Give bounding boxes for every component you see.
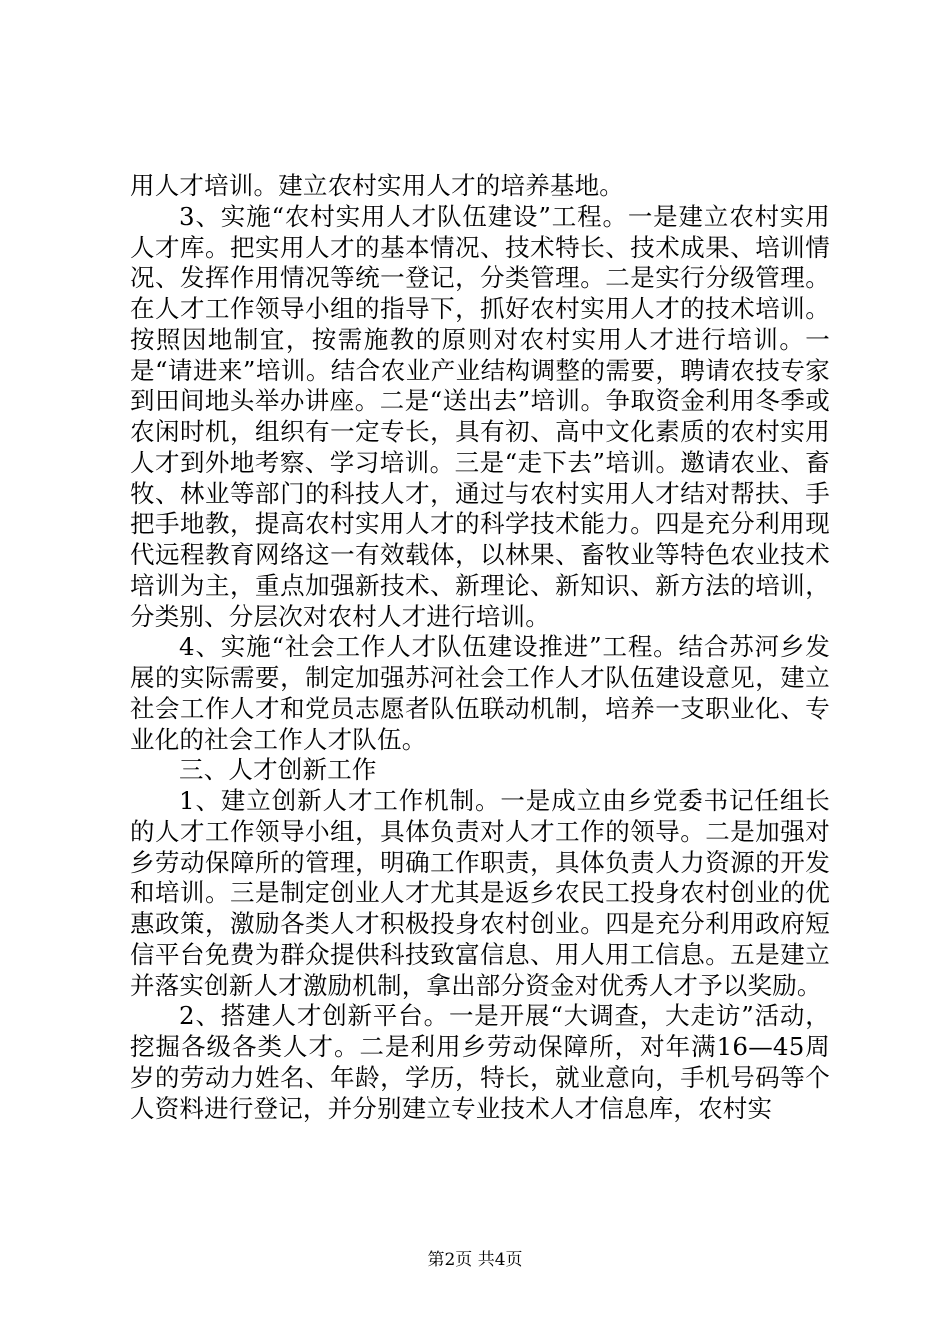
page-number-footer: 第2页 共4页	[427, 1250, 523, 1270]
paragraph-innovation-mechanism: 1、建立创新人才工作机制。一是成立由乡党委书记任组长的人才工作领导小组，具体负责对人才工作的领导。二是加强对乡劳动保障所的管理，明确工作职责，具体负责人力资源的开发和培训。三是制定创业人才尤其是返乡农民工投身农村创业的优惠政策，激励各类人才积极投身农村创业。四是充分利用政府短信平台免费为群众提供科技致富信息、用人用工信息。五是建立并落实创新人才激励机制，拿出部分资金对优秀人才予以奖励。	[130, 786, 830, 1000]
paragraph-social-work-talent: 4、实施“社会工作人才队伍建设推进”工程。结合苏河乡发展的实际需要，制定加强苏河社会工作人才队伍建设意见，建立社会工作人才和党员志愿者队伍联动机制，培养一支职业化、专业化的社会工作人才队伍。	[130, 632, 830, 754]
paragraph-rural-talent-team: 3、实施“农村实用人才队伍建设”工程。一是建立农村实用人才库。把实用人才的基本情况、技术特长、技术成果、培训情况、发挥作用情况等统一登记，分类管理。二是实行分级管理。在人才工作领导小组的指导下，抓好农村实用人才的技术培训。按照因地制宜，按需施教的原则对农村实用人才进行培训。一是“请进来”培训。结合农业产业结构调整的需要，聘请农技专家到田间地头举办讲座。二是“送出去”培训。争取资金利用冬季或农闲时机，组织有一定专长，具有初、高中文化素质的农村实用人才到外地考察、学习培训。三是“走下去”培训。邀请农业、畜牧、林业等部门的科技人才，通过与农村实用人才结对帮扶、手把手地教，提高农村实用人才的科学技术能力。四是充分利用现代远程教育网络这一有效载体，以林果、畜牧业等特色农业技术培训为主，重点加强新技术、新理论、新知识、新方法的培训，分类别、分层次对农村人才进行培训。	[130, 201, 830, 631]
paragraph-innovation-platform: 2、搭建人才创新平台。一是开展“大调查，大走访”活动，挖掘各级各类人才。二是利用乡劳动保障所，对年满16—45周岁的劳动力姓名、年龄，学历，特长，就业意向，手机号码等个人资料进行登记，并分别建立专业技术人才信息库，农村实	[130, 1001, 830, 1123]
section-heading-talent-innovation: 三、人才创新工作	[179, 755, 377, 785]
paragraph-continuation: 用人才培训。建立农村实用人才的培养基地。	[130, 171, 624, 200]
document-body	[130, 171, 830, 1124]
